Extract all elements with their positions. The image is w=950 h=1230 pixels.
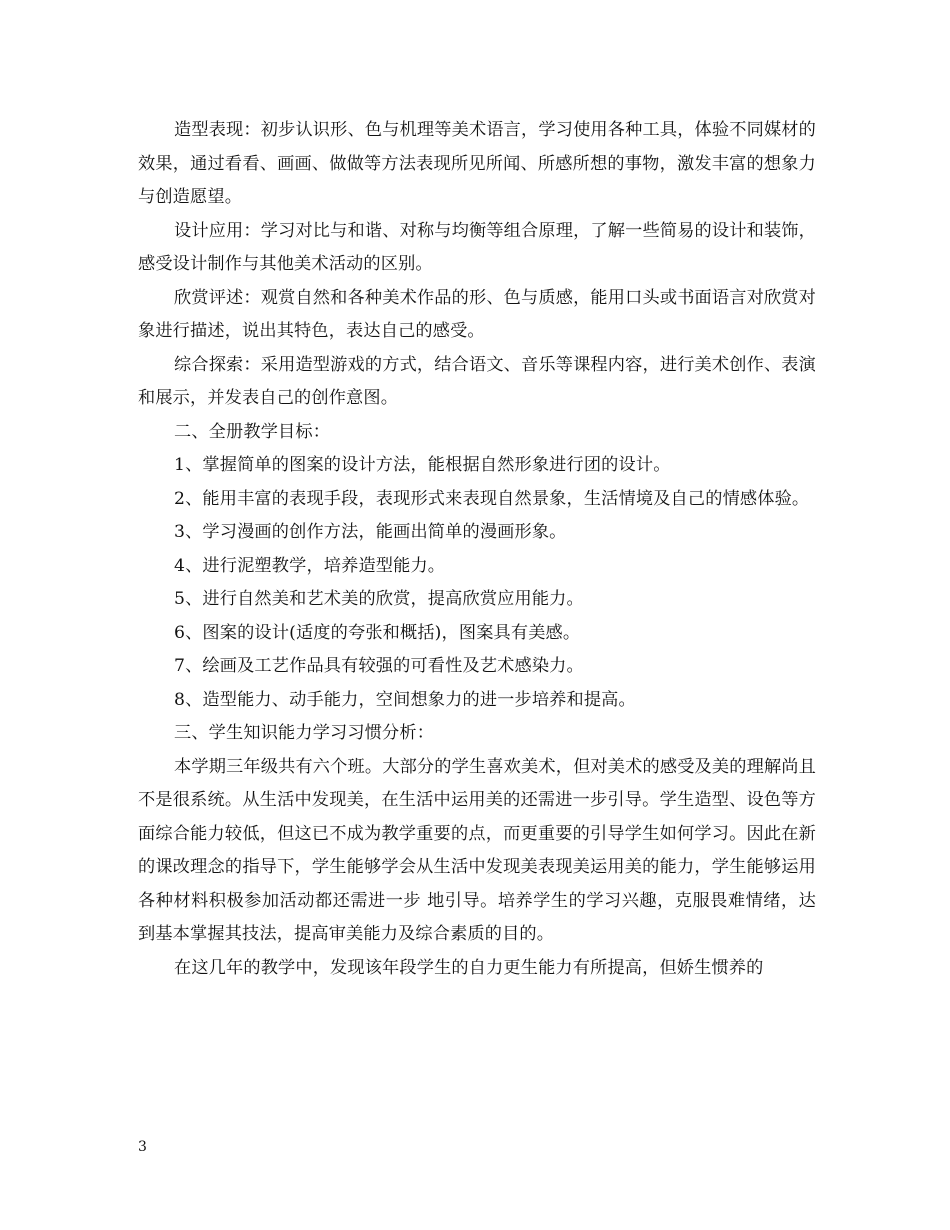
goal-item-3: 3、学习漫画的创作方法，能画出简单的漫画形象。 [174,522,567,542]
paragraph-modeling: 造型表现：初步认识形、色与机理等美术语言，学习使用各种工具，体验不同媒材的效果，通过看看、画画、做做等方法表现所见所闻、所感所想的事物，激发丰富的想象力与创造愿望。 [138,120,816,207]
paragraph-appreciation: 欣赏评述：观赏自然和各种美术作品的形、色与质感，能用口头或书面语言对欣赏对象进行描述，说出其特色，表达自己的感受。 [138,287,816,341]
paragraph-exploration: 综合探索：采用造型游戏的方式，结合语文、音乐等课程内容，进行美术创作、表演和展示，并发表自己的创作意图。 [138,354,816,408]
goal-item-5: 5、进行自然美和艺术美的欣赏，提高欣赏应用能力。 [174,589,584,609]
goal-item-4: 4、进行泥塑教学，培养造型能力。 [174,555,446,576]
goal-item-8: 8、造型能力、动手能力，空间想象力的进一步培养和提高。 [174,689,636,710]
paragraph-student-analysis: 本学期三年级共有六个班。大部分的学生喜欢美术，但对美术的感受及美的理解尚且不是很系统。从生活中发现美，在生活中运用美的还需进一步引导。学生造型、设色等方面综合能力较低，但这已不成为教学重要的点，而更重要的引导学生如何学习。因此在新的课改理念的指导下，学生能够学会从生活中发现美表现美运用美的能力，学生能够运用各种材料积极参加活动都还需进一步 地引导。培养学生的学习兴趣，克服畏难情绪，达到基本掌握其技法，提高审美能力及综合素质的目的。 [138,756,816,944]
paragraph-teaching-observation: 在这几年的教学中，发现该年段学生的自力更生能力有所提高，但娇生惯养的 [174,957,764,978]
goal-item-2: 2、能用丰富的表现手段，表现形式来表现自然景象，生活情境及自己的情感体验。 [174,488,810,509]
goal-item-7: 7、绘画及工艺作品具有较强的可看性及艺术感染力。 [174,656,584,676]
section-heading-goals: 二、全册教学目标： [174,421,331,442]
page-number: 3 [138,1139,147,1155]
paragraph-design: 设计应用：学习对比与和谐、对称与均衡等组合原理，了解一些简易的设计和装饰，感受设计制作与其他美术活动的区别。 [138,220,816,274]
goal-item-1: 1、掌握简单的图案的设计方法，能根据自然形象进行团的设计。 [174,455,671,475]
goal-item-6: 6、图案的设计(适度的夸张和概括)，图案具有美感。 [174,622,581,643]
section-heading-analysis: 三、学生知识能力学习习惯分析： [174,723,435,743]
document-body [138,114,816,985]
